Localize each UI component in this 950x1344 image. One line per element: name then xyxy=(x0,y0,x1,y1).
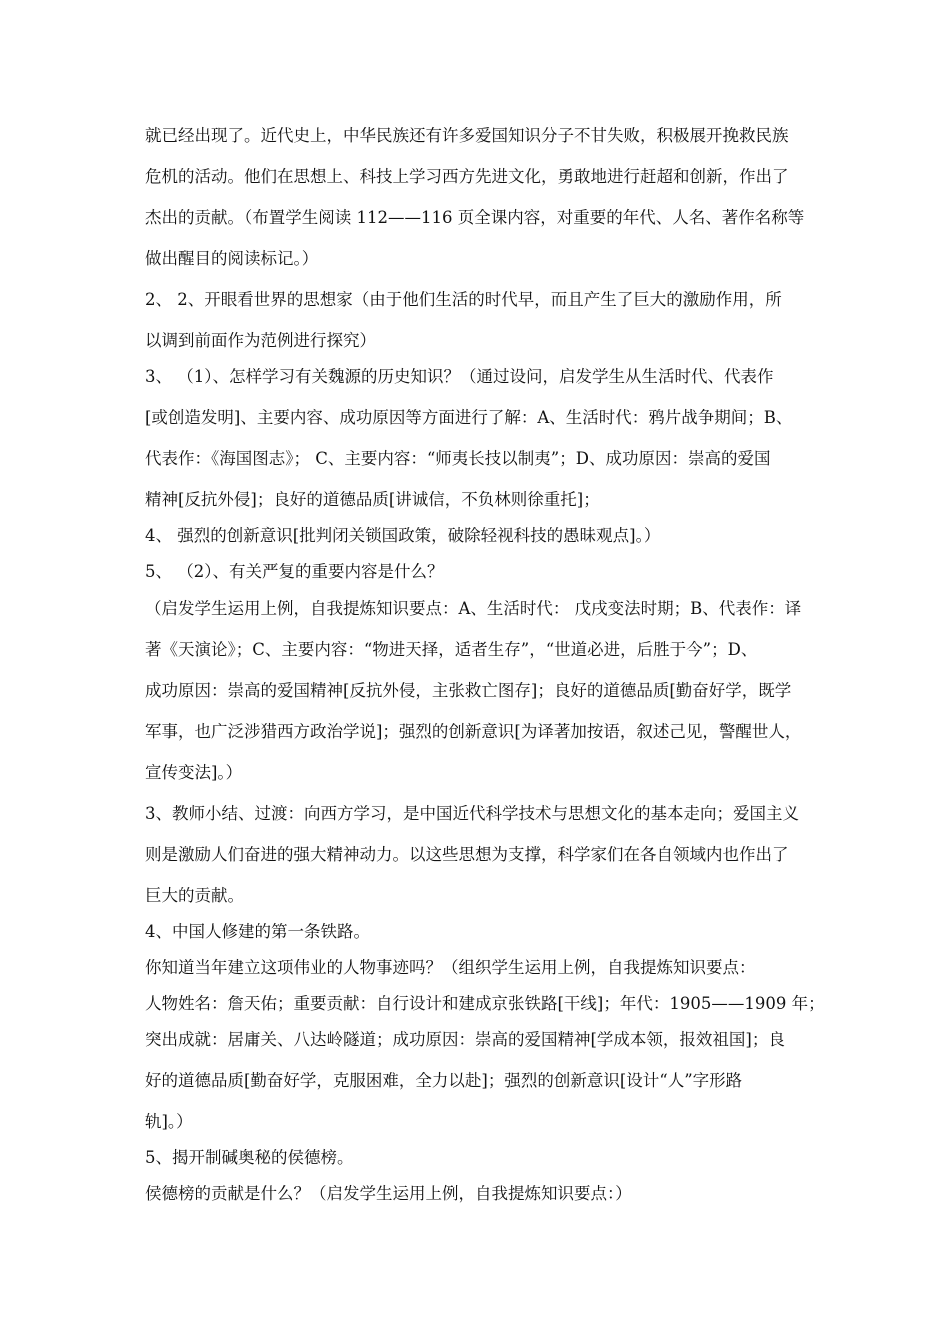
text-line: 则是激励人们奋进的强大精神动力。以这些思想为支撑，科学家们在各自领域内也作出了 xyxy=(145,845,789,864)
text-line: 就已经出现了。近代史上，中华民族还有许多爱国知识分子不甘失败，积极展开挽救民族 xyxy=(145,126,789,145)
text-line: 著《天演论》；C、主要内容：“物进天择，适者生存”，“世道必进，后胜于今”；D、 xyxy=(145,640,758,659)
text-line: 5、揭开制碱奥秘的侯德榜。 xyxy=(145,1148,354,1167)
text-line: 好的道德品质[勤奋好学，克服困难，全力以赴]；强烈的创新意识[设计“人”字形路 xyxy=(145,1071,743,1090)
text-line: 危机的活动。他们在思想上、科技上学习西方先进文化，勇敢地进行赶超和创新，作出了 xyxy=(145,167,789,186)
text-line: 2、 2、开眼看世界的思想家（由于他们生活的时代早，而且产生了巨大的激励作用，所 xyxy=(145,290,782,309)
text-line: 突出成就：居庸关、八达岭隧道；成功原因：崇高的爱国精神[学成本领，报效祖国]；良 xyxy=(145,1030,785,1049)
text-line: 代表作：《海国图志》； C、主要内容：“师夷长技以制夷”；D、成功原因：崇高的爱国 xyxy=(145,449,771,468)
text-line: 精神[反抗外侵]；良好的道德品质[讲诚信，不负林则徐重托]； xyxy=(145,490,600,509)
text-line: 宣传变法]。） xyxy=(145,763,243,782)
text-line: 3、教师小结、过渡：向西方学习，是中国近代科学技术与思想文化的基本走向；爱国主义 xyxy=(145,804,799,823)
text-line: 军事，也广泛涉猎西方政治学说]；强烈的创新意识[为译著加按语，叙述己见，警醒世人， xyxy=(145,722,802,741)
text-line: 4、中国人修建的第一条铁路。 xyxy=(145,922,370,941)
text-line: 5、 （2）、有关严复的重要内容是什么？ xyxy=(145,562,444,581)
text-line: 3、 （1）、怎样学习有关魏源的历史知识？（通过设问，启发学生从生活时代、代表作 xyxy=(145,367,774,386)
text-line: 4、 强烈的创新意识[批判闭关锁国政策，破除轻视科技的愚昧观点]。） xyxy=(145,526,661,545)
text-line: [或创造发明]、主要内容、成功原因等方面进行了解：A、生活时代：鸦片战争期间；B、 xyxy=(145,408,793,427)
text-line: （启发学生运用上例，自我提炼知识要点：A、生活时代： 戊戌变法时期；B、代表作：译 xyxy=(145,599,802,618)
text-line: 成功原因：崇高的爱国精神[反抗外侵，主张救亡图存]；良好的道德品质[勤奋好学，既学 xyxy=(145,681,792,700)
text-line: 轨]。） xyxy=(145,1112,193,1131)
text-line: 侯德榜的贡献是什么？（启发学生运用上例，自我提炼知识要点：） xyxy=(145,1184,632,1203)
text-line: 杰出的贡献。（布置学生阅读 112——116 页全课内容，对重要的年代、人名、著作名称等 xyxy=(145,208,805,227)
text-line: 人物姓名：詹天佑；重要贡献：自行设计和建成京张铁路[干线]；年代：1905——1909 年； xyxy=(145,994,825,1013)
text-line: 以调到前面作为范例进行探究） xyxy=(145,331,376,350)
text-line: 做出醒目的阅读标记。） xyxy=(145,249,319,268)
text-line: 巨大的贡献。 xyxy=(145,886,244,905)
text-line: 你知道当年建立这项伟业的人物事迹吗？（组织学生运用上例，自我提炼知识要点： xyxy=(145,958,756,977)
